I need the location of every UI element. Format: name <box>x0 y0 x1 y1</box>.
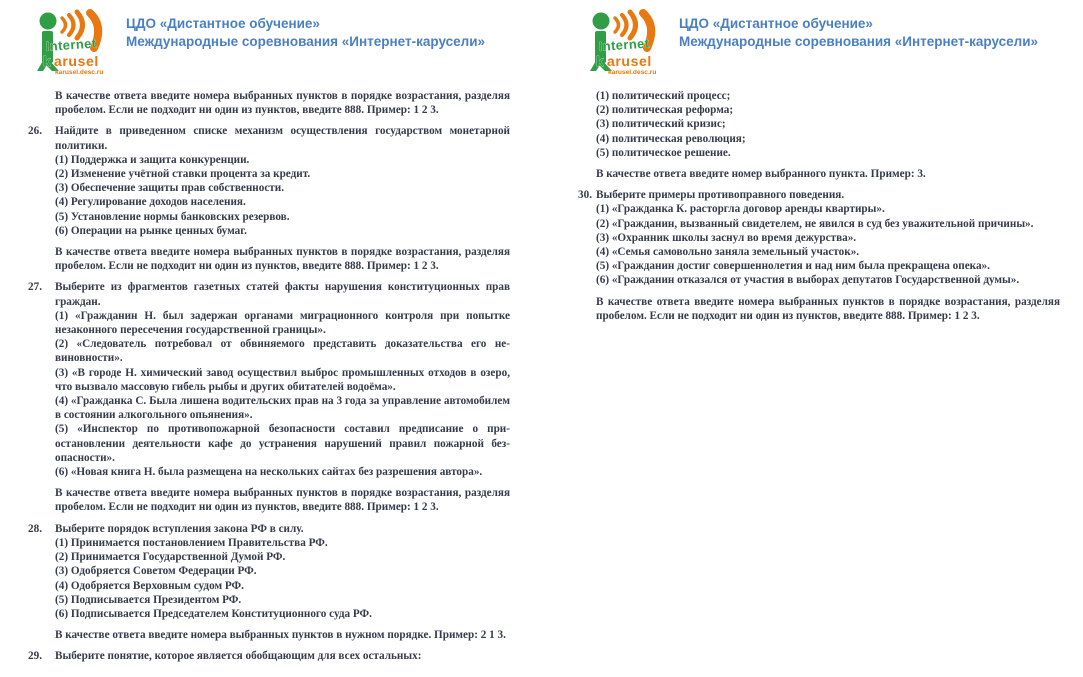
logo-text-k: k <box>43 53 51 69</box>
page-body-right <box>541 77 1083 323</box>
question-content <box>55 124 510 238</box>
question-number: 27. <box>28 281 42 294</box>
option-item: (4) Регулирование доходов населения. <box>55 196 246 209</box>
option-item: (4) Одобряется Верховным судом РФ. <box>55 579 244 592</box>
question-content <box>55 280 510 479</box>
question-number: 30. <box>578 189 592 202</box>
option-item: (1) «Гражданка К. расторгла договор аренды квартиры». <box>596 203 885 216</box>
question-stem: Выберите примеры противоправного поведения. <box>596 189 845 202</box>
option-item: (3) политический кризис; <box>596 118 726 131</box>
page-right <box>541 0 1083 677</box>
answer-instruction: В качестве ответа введите номер выбранного пункта. Пример: 3. <box>596 168 926 181</box>
logo-text-arusel: arusel <box>54 53 99 69</box>
option-item: (3) Обеспечение защиты прав собственности. <box>55 182 285 195</box>
option-item: (1) «Гражданин Н. был задержан органами миграционного контроля при попытке незаконного пересечения государственной границы». <box>55 309 510 337</box>
question-item <box>578 188 1060 287</box>
page-left <box>0 0 541 677</box>
competition-title: Международные соревнования «Интернет-карусели» <box>126 34 486 49</box>
option-item: (4) политическая революция; <box>596 132 746 145</box>
page-header <box>541 0 1083 77</box>
option-item: (5) «Гражданин достиг совершеннолетия и над ним была прекращена опека». <box>596 260 990 273</box>
option-item: (6) «Гражданин отказался от участия в выборах депутатов Государственной думы». <box>596 274 1020 287</box>
question-stem: Выберите понятие, которое является обобщающим для всех остальных: <box>55 650 422 663</box>
question-number: 28. <box>28 522 42 535</box>
option-item: (4) «Гражданка С. Была лишена водительских прав на 3 года за управление автомобилем в состоянии алкогольного опьянения». <box>55 395 510 422</box>
answer-instruction: В качестве ответа введите номера выбранных пунктов в порядке возрастания, разделяя пробелом. Если не подходит ни один из пунктов, введите 888. Пример: 1 2 3. <box>55 246 510 273</box>
answer-instruction: В качестве ответа введите номера выбранных пунктов в нужном порядке. Пример: 2 1 3. <box>55 629 506 642</box>
option-item: (2) «Следователь потребовал от обвиняемого представить доказательства его невиновности». <box>55 338 510 365</box>
question-content <box>596 188 1060 287</box>
question-options-continuation <box>596 89 1060 160</box>
option-item: (1) политический процесс; <box>596 90 731 102</box>
answer-instruction: В качестве ответа введите номера выбранных пунктов в порядке возрастания, разделяя пробелом. Если не подходит ни один из пунктов, введите 888. Пример: 1 2 3. <box>55 487 510 514</box>
question-stem: Выберите порядок вступления закона РФ в силу. <box>55 522 304 535</box>
question-item <box>28 124 510 238</box>
question-stem: Выберите из фрагментов газетных статей факты нарушения конституционных прав граждан. <box>55 281 510 308</box>
option-item: (6) Подписывается Председателем Конституционного суда РФ. <box>55 607 372 620</box>
question-content <box>55 649 510 663</box>
logo-text-arusel: arusel <box>607 53 652 69</box>
header-titles <box>126 10 485 77</box>
question-stem: Найдите в приведенном списке механизм осуществления государством монетарной политики. <box>55 125 510 152</box>
option-item: (5) политическое решение. <box>596 146 731 159</box>
option-item: (6) «Новая книга Н. была размещена на нескольких сайтах без разрешения автора». <box>55 466 483 479</box>
internet-karusel-logo <box>32 10 119 75</box>
option-item: (1) Поддержка и защита конкуренции. <box>55 153 250 166</box>
answer-instruction: В качестве ответа введите номера выбранных пунктов в порядке возрастания, разделяя пробелом. Если не подходит ни один из пунктов, введите 888. Пример: 1 2 3. <box>55 90 510 117</box>
answer-instruction: В качестве ответа введите номера выбранных пунктов в порядке возрастания, разделяя пробелом. Если не подходит ни один из пунктов, введите 888. Пример: 1 2 3. <box>596 295 1060 322</box>
logo-url: karusel.desc.ru <box>55 69 104 76</box>
question-content <box>55 522 510 621</box>
competition-title: Международные соревнования «Интернет-карусели» <box>679 34 1039 49</box>
question-number: 29. <box>28 650 42 663</box>
option-item: (3) «В городе Н. химический завод осуществил выброс промышленных отходов в озеро, что вызвало массовую гибель рыбы и других обитателей водоёма». <box>55 366 510 393</box>
logo-text-internet: Internet <box>45 35 97 54</box>
option-item: (2) политическая реформа; <box>596 104 734 117</box>
option-item: (5) Установление нормы банковских резервов. <box>55 210 290 223</box>
question-item <box>28 522 510 621</box>
question-item <box>28 649 510 663</box>
question-number: 26. <box>28 125 42 138</box>
option-item: (2) «Гражданин, вызванный свидетелем, не явился в суд без уважительной причины». <box>596 217 1034 230</box>
logo-url: karusel.desc.ru <box>608 69 657 76</box>
option-item: (3) «Охранник школы заснул во время дежурства». <box>596 231 857 244</box>
page-body-left <box>0 77 541 664</box>
option-item: (2) Изменение учётной ставки процента за кредит. <box>55 168 311 181</box>
option-item: (1) Принимается постановлением Правительства РФ. <box>55 536 328 549</box>
org-title: ЦДО «Дистантное обучение» <box>679 16 873 31</box>
logo-text-k: k <box>596 53 604 69</box>
option-item: (5) «Инспектор по противопожарной безопасности составил предписание о приостановлении деятельности кафе до устранения нарушений правил пожарной безопасности». <box>55 423 510 464</box>
option-item: (6) Операции на рынке ценных бумаг. <box>55 224 247 237</box>
option-item: (4) «Семья самовольно заняла земельный участок». <box>596 246 860 259</box>
logo-text-internet: Internet <box>598 35 650 54</box>
option-item: (2) Принимается Государственной Думой РФ. <box>55 551 286 564</box>
question-item <box>28 280 510 479</box>
option-item: (5) Подписывается Президентом РФ. <box>55 593 242 606</box>
internet-karusel-logo <box>585 10 672 75</box>
org-title: ЦДО «Дистантное обучение» <box>126 16 320 31</box>
header-titles <box>679 10 1038 77</box>
page-header <box>0 0 541 77</box>
option-item: (3) Одобряется Советом Федерации РФ. <box>55 565 257 578</box>
